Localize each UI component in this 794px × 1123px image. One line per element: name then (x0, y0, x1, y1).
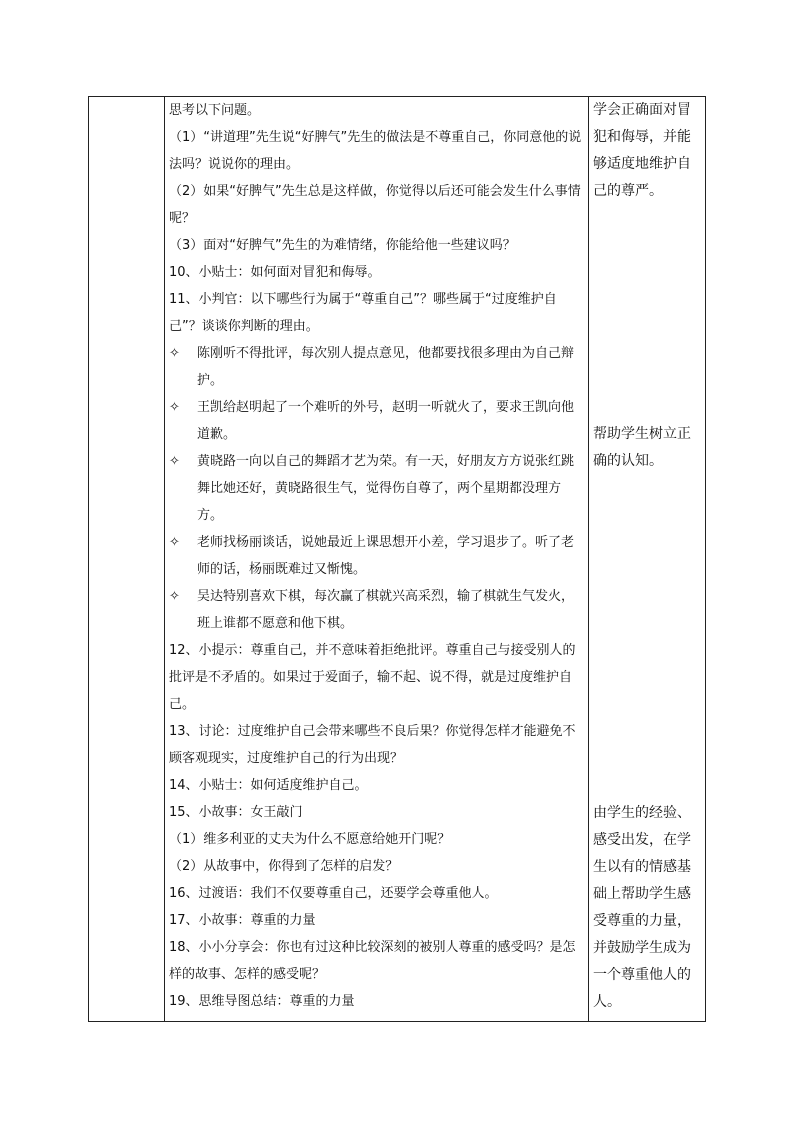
sparkle-bullet-icon: ✧ (169, 454, 180, 469)
sparkle-bullet-icon: ✧ (169, 400, 180, 415)
step-19: 19、思维导图总结：尊重的力量 (169, 994, 355, 1009)
bullet-item (169, 529, 585, 583)
bullet-item (169, 394, 585, 448)
story-question-1: （1）维多利亚的丈夫为什么不愿意给她开门呢？ (169, 832, 451, 847)
bullet-item (169, 583, 585, 637)
sparkle-bullet-icon: ✧ (169, 346, 180, 361)
step-10: 10、小贴士：如何面对冒犯和侮辱。 (169, 265, 381, 280)
step-12: 12、小提示：尊重自己，并不意味着拒绝批评。尊重自己与接受别人的批评是不矛盾的。如果过于爱面子，输不起、说不得，就是过度维护自己。 (169, 643, 576, 712)
question-1: （1）“讲道理”先生说“好脾气”先生的做法是不尊重自己，你同意他的说法吗？说说你的理由。 (169, 130, 582, 172)
bullet-item (169, 448, 585, 529)
bullet-text: 王凯给赵明起了一个难听的外号，赵明一听就火了，要求王凯向他道歉。 (197, 400, 575, 442)
bullet-text: 黄晓路一向以自己的舞蹈才艺为荣。有一天，好朋友方方说张红跳舞比她还好，黄晓路很生气，觉得伤自尊了，两个星期都没理方方。 (197, 454, 575, 523)
step-13: 13、讨论：过度维护自己会带来哪些不良后果？你觉得怎样才能避免不顾客观现实，过度维护自己的行为出现？ (169, 724, 576, 766)
sparkle-bullet-icon: ✧ (169, 589, 180, 604)
story-question-2: （2）从故事中，你得到了怎样的启发？ (169, 859, 399, 874)
question-2: （2）如果“好脾气”先生总是这样做，你觉得以后还可能会发生什么事情呢？ (169, 184, 581, 226)
teaching-process-column (169, 97, 585, 1015)
step-15: 15、小故事：女王敲门 (169, 805, 303, 820)
step-14: 14、小贴士：如何适度维护自己。 (169, 778, 368, 793)
question-3: （3）面对“好脾气”先生的为难情绪，你能给他一些建议吗？ (169, 238, 516, 253)
step-17: 17、小故事：尊重的力量 (169, 913, 316, 928)
bullet-text: 老师找杨丽谈话，说她最近上课思想开小差，学习退步了。听了老师的话，杨丽既难过又惭愧。 (197, 535, 575, 577)
step-11: 11、小判官：以下哪些行为属于“尊重自己”？哪些属于“过度维护自己”？谈谈你判断的理由。 (169, 292, 557, 334)
bullet-text: 陈刚听不得批评，每次别人提点意见，他都要找很多理由为自己辩护。 (197, 346, 575, 388)
text-line: 思考以下问题。 (169, 103, 261, 118)
sparkle-bullet-icon: ✧ (169, 535, 180, 550)
lesson-plan-table (88, 96, 706, 1022)
step-18: 18、小小分享会：你也有过这种比较深刻的被别人尊重的感受吗？是怎样的故事、怎样的感受呢？ (169, 940, 576, 982)
intent-note: 帮助学生树立正确的认知。 (593, 426, 691, 469)
bullet-text: 吴达特别喜欢下棋，每次赢了棋就兴高采烈，输了棋就生气发火，班上谁都不愿意和他下棋。 (197, 589, 575, 631)
intent-note: 学会正确面对冒犯和侮辱，并能够适度地维护自己的尊严。 (593, 102, 691, 199)
column-divider (588, 97, 589, 1021)
bullet-item (169, 340, 585, 394)
intent-note: 由学生的经验、感受出发，在学生以有的情感基础上帮助学生感受尊重的力量，并鼓励学生成为一个尊重他人的人。 (593, 805, 691, 1010)
column-divider (164, 97, 165, 1021)
table-left-column (89, 97, 164, 1021)
step-16: 16、过渡语：我们不仅要尊重自己，还要学会尊重他人。 (169, 886, 498, 901)
